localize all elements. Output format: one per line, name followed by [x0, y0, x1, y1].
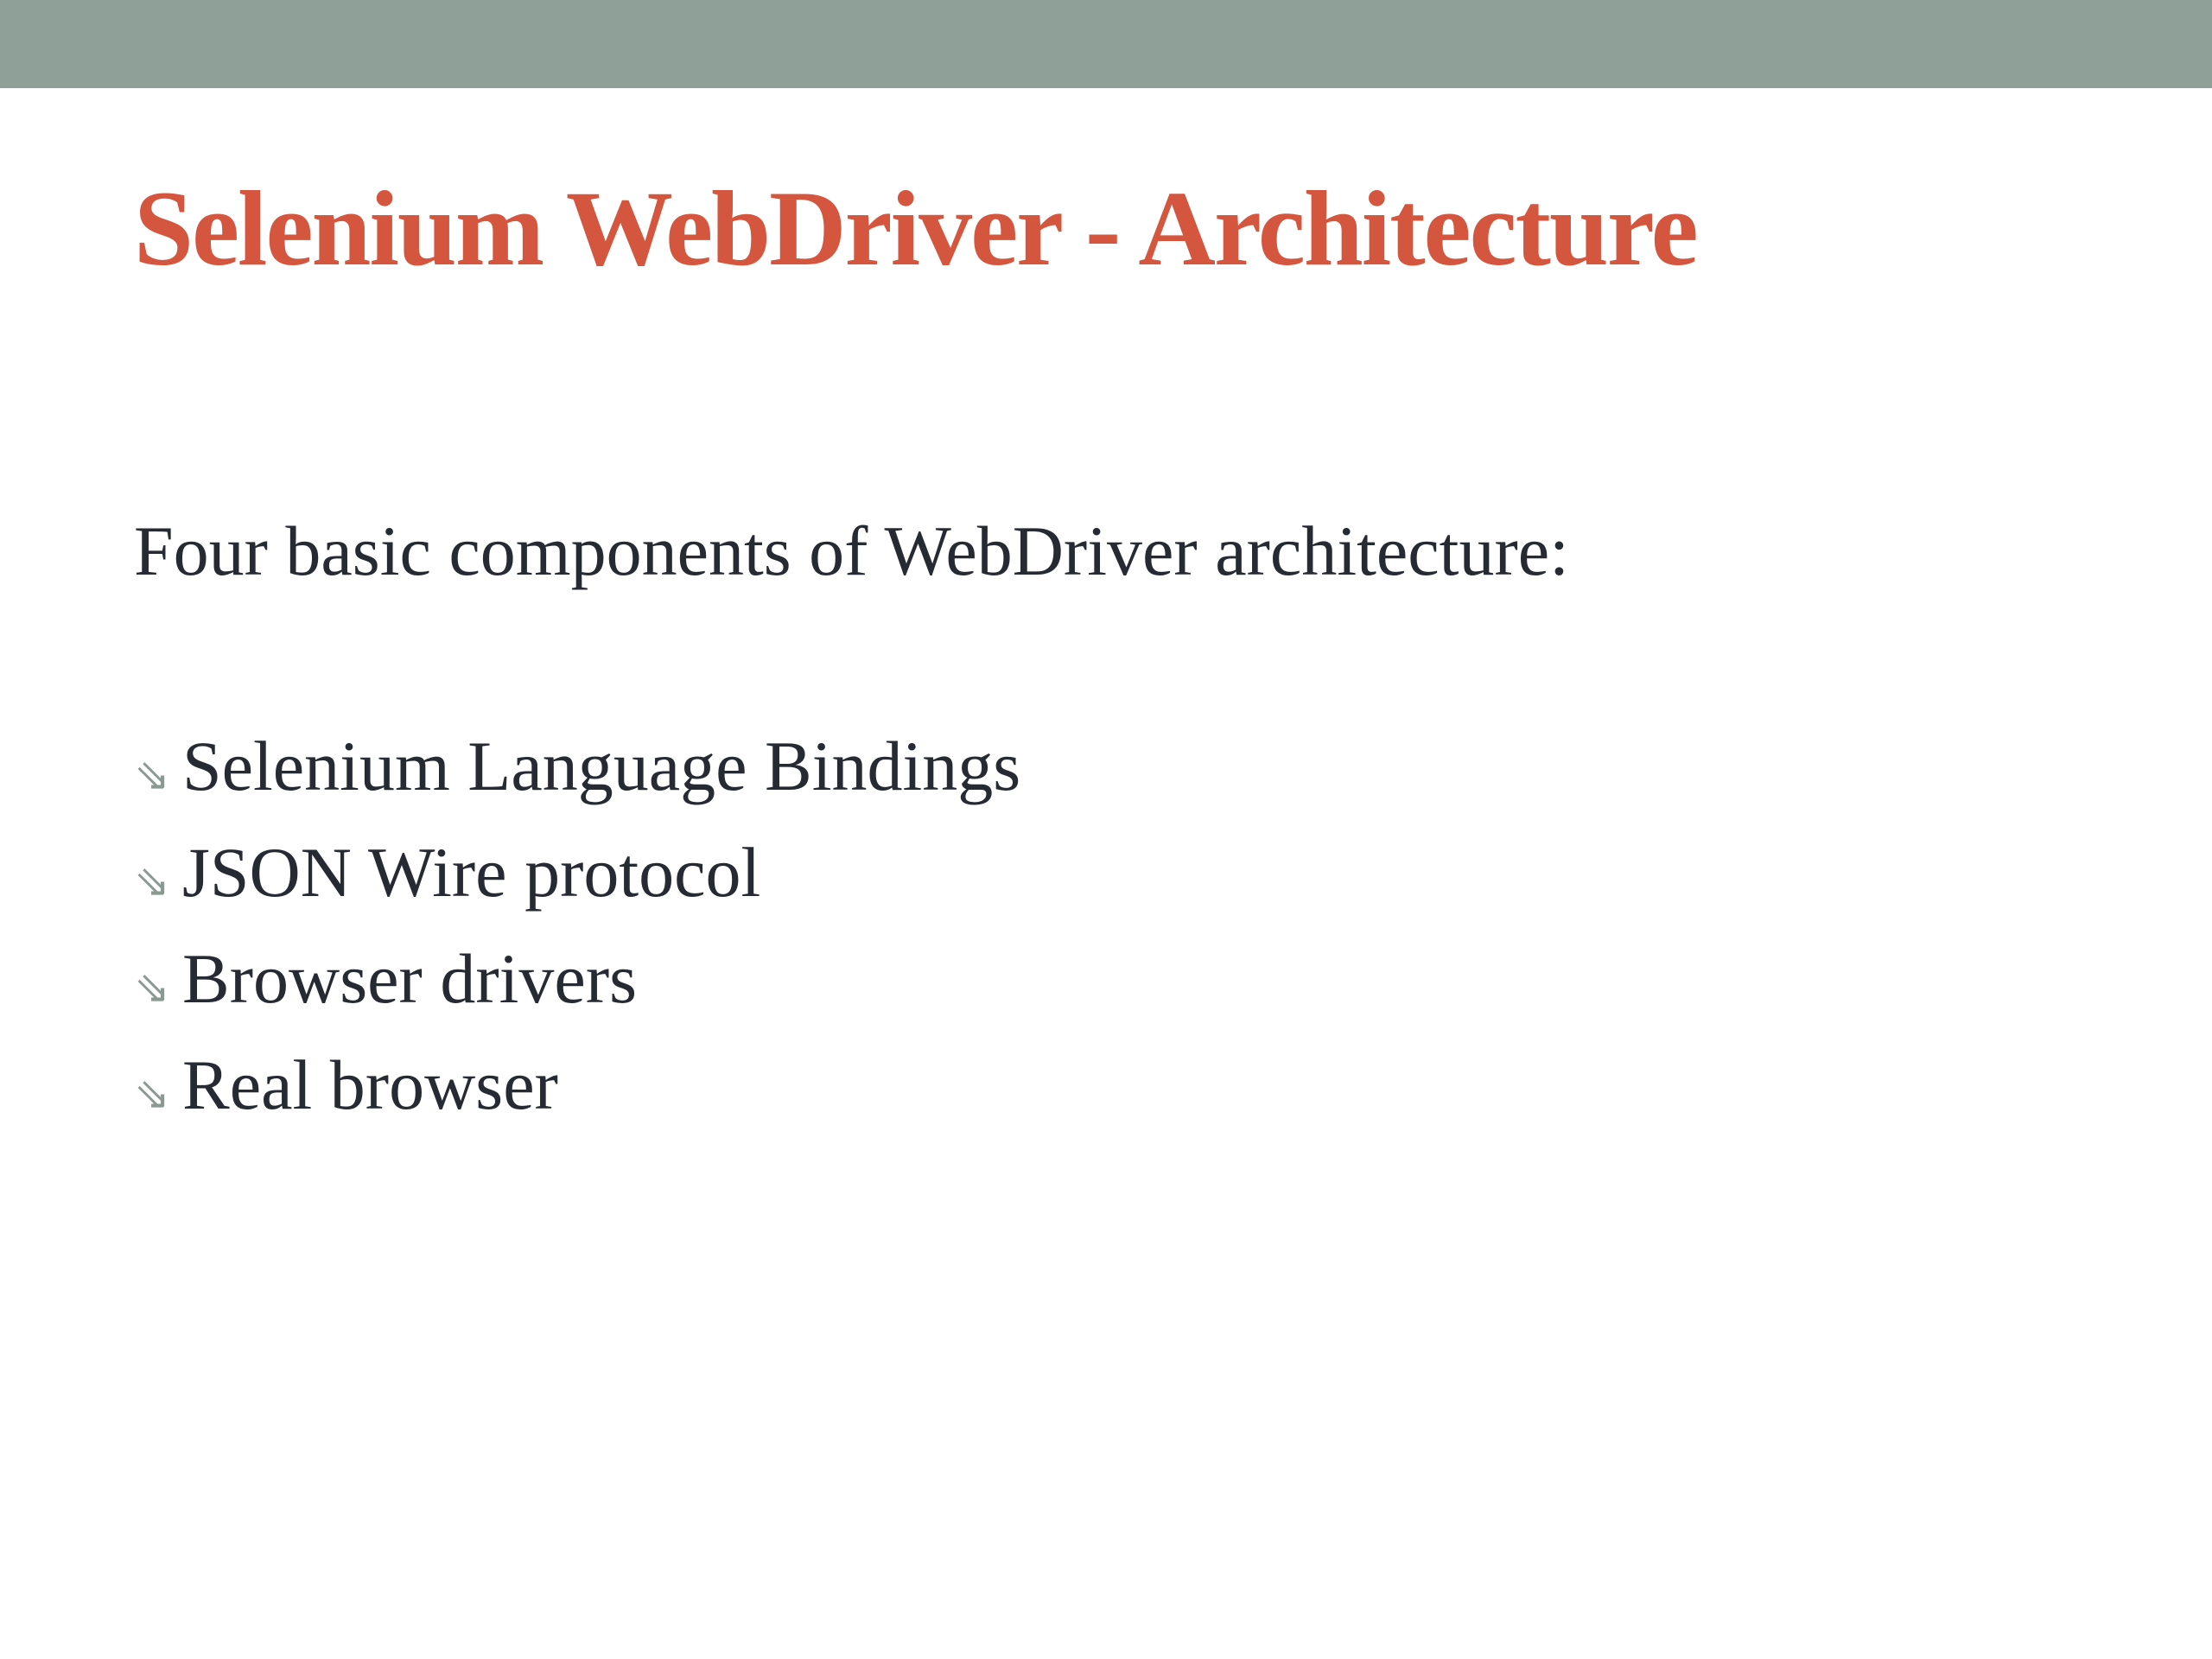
list-item	[134, 936, 1020, 1042]
list-item	[134, 1042, 1020, 1148]
bullet-text: Selenium Language Bindings	[182, 727, 1021, 805]
bullet-list	[134, 723, 1020, 1148]
arrow-down-right-icon: ⇘	[134, 1069, 170, 1119]
arrow-down-right-icon: ⇘	[134, 963, 170, 1013]
header-band	[0, 0, 2212, 88]
arrow-down-right-icon: ⇘	[134, 856, 170, 906]
bullet-text: JSON Wire protocol	[182, 833, 761, 912]
list-item	[134, 723, 1020, 830]
bullet-text: Real browser	[182, 1046, 558, 1124]
bullet-text: Browser drivers	[182, 939, 638, 1018]
intro-text: Four basic components of WebDriver architecture:	[134, 512, 1569, 590]
arrow-down-right-icon: ⇘	[134, 750, 170, 800]
list-item	[134, 830, 1020, 936]
slide-title: Selenium WebDriver - Architecture	[134, 169, 1697, 288]
